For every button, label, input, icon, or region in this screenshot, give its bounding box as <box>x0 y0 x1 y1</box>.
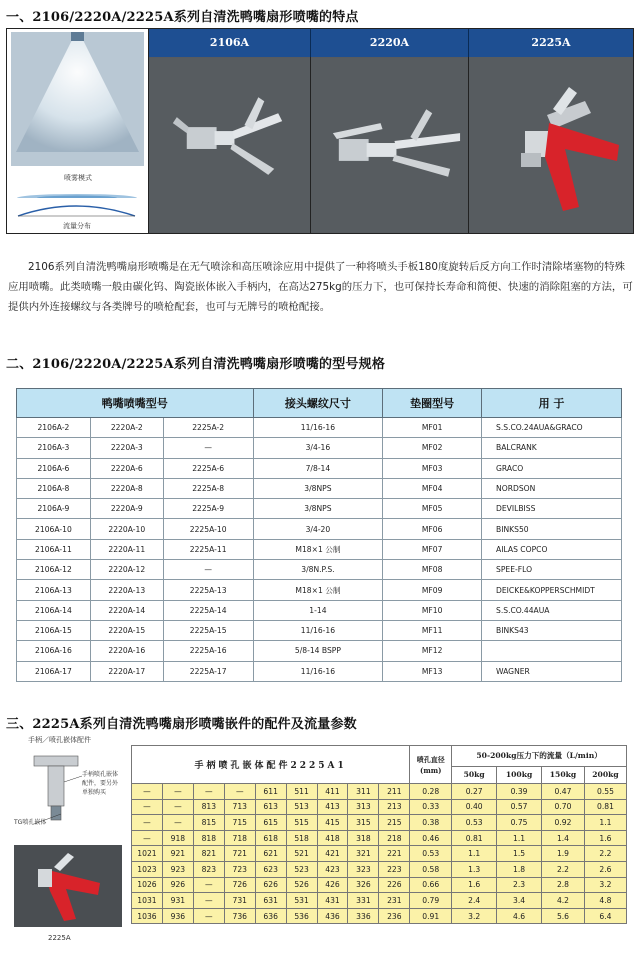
table-row <box>17 499 622 519</box>
table-cell: 523 <box>286 861 317 877</box>
table-cell: 4.2 <box>542 893 585 909</box>
table-cell: 318 <box>348 830 379 846</box>
table-cell: 0.39 <box>497 784 542 800</box>
table-row <box>132 877 627 893</box>
table-cell: 426 <box>317 877 348 893</box>
model-header-2220a: 2220A <box>311 29 469 57</box>
table-cell: 2225A-15 <box>163 620 253 640</box>
table-row <box>17 438 622 458</box>
header-nozzle-model: 鸭嘴喷嘴型号 <box>17 389 254 418</box>
table-cell: 1.1 <box>584 815 626 831</box>
table-row <box>17 560 622 580</box>
table-cell: 1.8 <box>497 861 542 877</box>
table-cell: 226 <box>379 877 410 893</box>
table-row <box>17 641 622 661</box>
table-cell: S.S.CO.24AUA&GRACO <box>482 418 622 438</box>
table-row <box>132 861 627 877</box>
table-cell: 2106A-10 <box>17 519 91 539</box>
table-cell: 2225A-9 <box>163 499 253 519</box>
table-cell: WAGNER <box>482 661 622 681</box>
model-spec-table <box>16 388 622 682</box>
table-cell: S.S.CO.44AUA <box>482 600 622 620</box>
table-cell: 2106A-3 <box>17 438 91 458</box>
table-cell: 1.1 <box>497 830 542 846</box>
table-cell: 5/8-14 BSPP <box>253 641 383 661</box>
table-cell: 436 <box>317 908 348 924</box>
table-cell: 2106A-14 <box>17 600 91 620</box>
table-cell: 2225A-16 <box>163 641 253 661</box>
header-gasket-model: 垫圈型号 <box>383 389 482 418</box>
table-cell: — <box>162 799 193 815</box>
table-cell: MF05 <box>383 499 482 519</box>
table-cell: 2225A-2 <box>163 418 253 438</box>
table-cell: 918 <box>162 830 193 846</box>
table-cell: AILAS COPCO <box>482 539 622 559</box>
table-row <box>132 799 627 815</box>
table-cell: 713 <box>224 799 255 815</box>
table-cell: 923 <box>162 861 193 877</box>
nozzle-photo-2225a <box>469 57 633 233</box>
table-cell: MF01 <box>383 418 482 438</box>
table-cell: 2220A-14 <box>90 600 163 620</box>
table-cell: 1026 <box>132 877 163 893</box>
table-cell: 336 <box>348 908 379 924</box>
table-cell: 423 <box>317 861 348 877</box>
table-cell: 813 <box>193 799 224 815</box>
table-cell: 613 <box>255 799 286 815</box>
table-cell: 2225A-6 <box>163 458 253 478</box>
table-cell: 321 <box>348 846 379 862</box>
table-row <box>17 600 622 620</box>
table-cell: 2106A-12 <box>17 560 91 580</box>
table-cell: 0.33 <box>410 799 452 815</box>
table-cell: MF06 <box>383 519 482 539</box>
table-cell: 2225A-13 <box>163 580 253 600</box>
table-cell: 2220A-12 <box>90 560 163 580</box>
table-cell: 1.4 <box>542 830 585 846</box>
table-cell: 3.4 <box>497 893 542 909</box>
table-row <box>17 661 622 681</box>
table-cell: — <box>193 893 224 909</box>
table-cell: 213 <box>379 799 410 815</box>
table-cell: 0.38 <box>410 815 452 831</box>
table-cell: — <box>132 784 163 800</box>
table-cell: 0.53 <box>452 815 497 831</box>
table-row <box>132 784 627 800</box>
table-cell: 526 <box>286 877 317 893</box>
table-cell: 331 <box>348 893 379 909</box>
table-row <box>17 539 622 559</box>
table-cell: 4.6 <box>497 908 542 924</box>
table-cell: 0.66 <box>410 877 452 893</box>
table-cell: 631 <box>255 893 286 909</box>
table-row <box>17 620 622 640</box>
table-cell: 221 <box>379 846 410 862</box>
table-cell: 926 <box>162 877 193 893</box>
table-cell: — <box>224 784 255 800</box>
table-cell: 1.1 <box>452 846 497 862</box>
header-pressure-50: 50kg <box>452 766 497 783</box>
table-cell: 2106A-15 <box>17 620 91 640</box>
table-cell: 0.57 <box>497 799 542 815</box>
table-cell: 2220A-10 <box>90 519 163 539</box>
table-cell: 1-14 <box>253 600 383 620</box>
nozzle-photo-2225a-small <box>14 845 122 927</box>
table-cell: 823 <box>193 861 224 877</box>
table-cell: 626 <box>255 877 286 893</box>
diagram-label: 手柄／喷孔嵌体配件 <box>28 736 91 744</box>
table-row <box>132 815 627 831</box>
table-cell: 323 <box>348 861 379 877</box>
table-cell: 2106A-6 <box>17 458 91 478</box>
table-cell: 3.2 <box>584 877 626 893</box>
table-row <box>17 458 622 478</box>
table-cell: SPEE-FLO <box>482 560 622 580</box>
header-thread-size: 接头螺纹尺寸 <box>253 389 383 418</box>
intro-paragraph: 2106系列自清洗鸭嘴扇形喷嘴是在无气喷涂和高压喷涂应用中提供了一种将喷头手板180度旋转后反方向工作时清除堵塞物的特殊应用喷嘴。此类喷嘴一般由碳化钨、陶瓷嵌体嵌入手柄内，在高达275kg的压力下，也可保持长寿命和简便、快速的消除阻塞的方法，可提供内外连接螺纹与各类牌号的喷枪配套，也可与无牌号的喷枪配接。 <box>8 261 633 313</box>
table-cell: 3/8N.P.S. <box>253 560 383 580</box>
table-cell: 2106A-13 <box>17 580 91 600</box>
table-header-row <box>17 389 622 418</box>
table-cell: 723 <box>224 861 255 877</box>
table-cell: 431 <box>317 893 348 909</box>
table-cell: 818 <box>193 830 224 846</box>
table-cell: 0.81 <box>452 830 497 846</box>
table-cell: — <box>163 438 253 458</box>
table-cell: 2.6 <box>584 861 626 877</box>
table-cell: 0.75 <box>497 815 542 831</box>
table-cell: 0.79 <box>410 893 452 909</box>
table-cell: BINKS50 <box>482 519 622 539</box>
table-cell: NORDSON <box>482 478 622 498</box>
table-cell: 2220A-13 <box>90 580 163 600</box>
table-cell: 2225A-11 <box>163 539 253 559</box>
table-cell: 3/8NPS <box>253 478 383 498</box>
table-cell: 636 <box>255 908 286 924</box>
table-cell: 2225A-10 <box>163 519 253 539</box>
diagram-note-insert: 手柄喷孔嵌体配件，要另外单独购买 <box>82 771 119 796</box>
table-cell: MF03 <box>383 458 482 478</box>
table-cell: 0.70 <box>542 799 585 815</box>
table-cell: 0.40 <box>452 799 497 815</box>
table-cell: 2.4 <box>452 893 497 909</box>
model-header-2225a: 2225A <box>469 29 633 57</box>
table-cell: 0.55 <box>584 784 626 800</box>
table-cell: 821 <box>193 846 224 862</box>
table-cell: 726 <box>224 877 255 893</box>
table-cell: 0.46 <box>410 830 452 846</box>
header-pressure-150: 150kg <box>542 766 585 783</box>
table-cell: 511 <box>286 784 317 800</box>
table-cell: 1.9 <box>542 846 585 862</box>
table-cell: — <box>193 908 224 924</box>
table-cell: 1.5 <box>497 846 542 862</box>
table-cell: 231 <box>379 893 410 909</box>
table-cell: 7/8-14 <box>253 458 383 478</box>
table-cell: DEICKE&KOPPERSCHMIDT <box>482 580 622 600</box>
table-cell: M18×1 公制 <box>253 580 383 600</box>
nozzle-photo-2106a <box>149 57 311 233</box>
table-cell: 211 <box>379 784 410 800</box>
table-cell: 931 <box>162 893 193 909</box>
caption-flow-distribution: 流量分布 <box>63 222 91 230</box>
table-cell: 521 <box>286 846 317 862</box>
table-cell: 2106A-11 <box>17 539 91 559</box>
table-cell: 315 <box>348 815 379 831</box>
nozzle-photo-2220a <box>311 57 469 233</box>
table-cell: — <box>132 830 163 846</box>
table-cell: 815 <box>193 815 224 831</box>
table-cell: 421 <box>317 846 348 862</box>
diagram-note-tg: TG喷孔嵌体 <box>14 819 47 826</box>
table-cell: 2225A-8 <box>163 478 253 498</box>
table-cell: 0.47 <box>542 784 585 800</box>
table-cell: 2.2 <box>584 846 626 862</box>
table-cell: 611 <box>255 784 286 800</box>
table-cell: 1.6 <box>584 830 626 846</box>
table-row <box>17 418 622 438</box>
table-cell: 2.8 <box>542 877 585 893</box>
table-cell: GRACO <box>482 458 622 478</box>
table-cell: 718 <box>224 830 255 846</box>
table-cell: 736 <box>224 908 255 924</box>
table-cell: 5.6 <box>542 908 585 924</box>
table-cell: 621 <box>255 846 286 862</box>
table-cell: 936 <box>162 908 193 924</box>
caption-spray-mode: 喷雾模式 <box>64 174 92 182</box>
header-pressure-200: 200kg <box>584 766 626 783</box>
table-cell: 0.58 <box>410 861 452 877</box>
table-row <box>132 830 627 846</box>
table-cell: BINKS43 <box>482 620 622 640</box>
table-cell: MF07 <box>383 539 482 559</box>
table-cell: — <box>193 784 224 800</box>
table-cell: BALCRANK <box>482 438 622 458</box>
flow-table <box>131 745 627 924</box>
model-header-2106a: 2106A <box>149 29 311 57</box>
table-cell: 0.91 <box>410 908 452 924</box>
table-cell: 2220A-2 <box>90 418 163 438</box>
table-cell: 4.8 <box>584 893 626 909</box>
table-row <box>17 519 622 539</box>
table-cell: 215 <box>379 815 410 831</box>
table-cell: 411 <box>317 784 348 800</box>
table-cell: 2106A-16 <box>17 641 91 661</box>
photo-caption: 2225A <box>48 934 71 942</box>
spray-pattern-image <box>11 32 144 166</box>
table-cell: MF10 <box>383 600 482 620</box>
table-cell: 418 <box>317 830 348 846</box>
table-cell: 515 <box>286 815 317 831</box>
table-cell: 731 <box>224 893 255 909</box>
table-cell: 11/16-16 <box>253 620 383 640</box>
table-cell: 3/4-16 <box>253 438 383 458</box>
table-cell: 2220A-11 <box>90 539 163 559</box>
table-cell: 2.3 <box>497 877 542 893</box>
table-row <box>17 478 622 498</box>
table-cell: MF04 <box>383 478 482 498</box>
table-cell: 0.92 <box>542 815 585 831</box>
table-cell: 531 <box>286 893 317 909</box>
table-cell: — <box>162 784 193 800</box>
table-cell: 2220A-8 <box>90 478 163 498</box>
table-cell: 1031 <box>132 893 163 909</box>
section1-title: 一、2106/2220A/2225A系列自清洗鸭嘴扇形喷嘴的特点 <box>6 10 359 25</box>
table-cell: 6.4 <box>584 908 626 924</box>
flow-distribution-image <box>14 198 139 218</box>
table-cell: 2220A-6 <box>90 458 163 478</box>
table-cell: 2106A-2 <box>17 418 91 438</box>
table-cell: 223 <box>379 861 410 877</box>
table-cell: 518 <box>286 830 317 846</box>
table-row <box>132 846 627 862</box>
header-used-for: 用 于 <box>482 389 622 418</box>
table-cell: 623 <box>255 861 286 877</box>
table-cell: 2106A-9 <box>17 499 91 519</box>
table-cell: MF13 <box>383 661 482 681</box>
table-cell: 921 <box>162 846 193 862</box>
table-cell: 2220A-9 <box>90 499 163 519</box>
table-cell: 415 <box>317 815 348 831</box>
table-cell: 218 <box>379 830 410 846</box>
table-cell: 513 <box>286 799 317 815</box>
table-row <box>17 580 622 600</box>
table-cell: MF02 <box>383 438 482 458</box>
table-row <box>132 893 627 909</box>
table-cell: — <box>163 560 253 580</box>
section2-title: 二、2106/2220A/2225A系列自清洗鸭嘴扇形喷嘴的型号规格 <box>6 357 386 372</box>
table-cell: — <box>193 877 224 893</box>
table-cell: 2225A-17 <box>163 661 253 681</box>
table-cell: 2220A-16 <box>90 641 163 661</box>
table-cell: 721 <box>224 846 255 862</box>
table-cell: MF09 <box>383 580 482 600</box>
table-cell: 311 <box>348 784 379 800</box>
table-cell: — <box>132 815 163 831</box>
table-cell: 1036 <box>132 908 163 924</box>
table-cell: 615 <box>255 815 286 831</box>
table-cell: 0.28 <box>410 784 452 800</box>
table-cell: 236 <box>379 908 410 924</box>
table-cell: 2220A-3 <box>90 438 163 458</box>
table-cell: 536 <box>286 908 317 924</box>
table-cell: 0.53 <box>410 846 452 862</box>
table-cell: 326 <box>348 877 379 893</box>
header-pressure-100: 100kg <box>497 766 542 783</box>
table-row <box>132 908 627 924</box>
table-cell: 618 <box>255 830 286 846</box>
table-cell: 2106A-17 <box>17 661 91 681</box>
table-cell: 3/8NPS <box>253 499 383 519</box>
table-cell: 2106A-8 <box>17 478 91 498</box>
table-cell: 313 <box>348 799 379 815</box>
table-cell: 3.2 <box>452 908 497 924</box>
table-cell: — <box>162 815 193 831</box>
table-cell: 1023 <box>132 861 163 877</box>
table-cell: 2.2 <box>542 861 585 877</box>
table-cell: MF11 <box>383 620 482 640</box>
table-cell: 1021 <box>132 846 163 862</box>
table-cell: 2225A-14 <box>163 600 253 620</box>
table-cell: 3/4-20 <box>253 519 383 539</box>
table-cell: MF08 <box>383 560 482 580</box>
section3-title: 三、2225A系列自清洗鸭嘴扇形喷嘴嵌件的配件及流量参数 <box>6 717 357 732</box>
table-cell: DEVILBISS <box>482 499 622 519</box>
table-cell: 0.81 <box>584 799 626 815</box>
table-cell: MF12 <box>383 641 482 661</box>
header-orifice-diameter: 喷孔直径(mm) <box>410 746 452 784</box>
table-cell: 2220A-15 <box>90 620 163 640</box>
table-cell: 0.27 <box>452 784 497 800</box>
table-cell: 1.3 <box>452 861 497 877</box>
table-cell: 1.6 <box>452 877 497 893</box>
table-cell: 2220A-17 <box>90 661 163 681</box>
table-cell: 11/16-16 <box>253 418 383 438</box>
table-cell: M18×1 公制 <box>253 539 383 559</box>
table-cell: 715 <box>224 815 255 831</box>
table-cell: 413 <box>317 799 348 815</box>
table-cell: — <box>132 799 163 815</box>
table-cell: 11/16-16 <box>253 661 383 681</box>
header-flow-rate: 50-200kg压力下的流量（L/min） <box>452 746 627 767</box>
header-insert-parts: 手柄喷孔嵌体配件2225A1 <box>132 746 410 784</box>
table-cell <box>482 641 622 661</box>
